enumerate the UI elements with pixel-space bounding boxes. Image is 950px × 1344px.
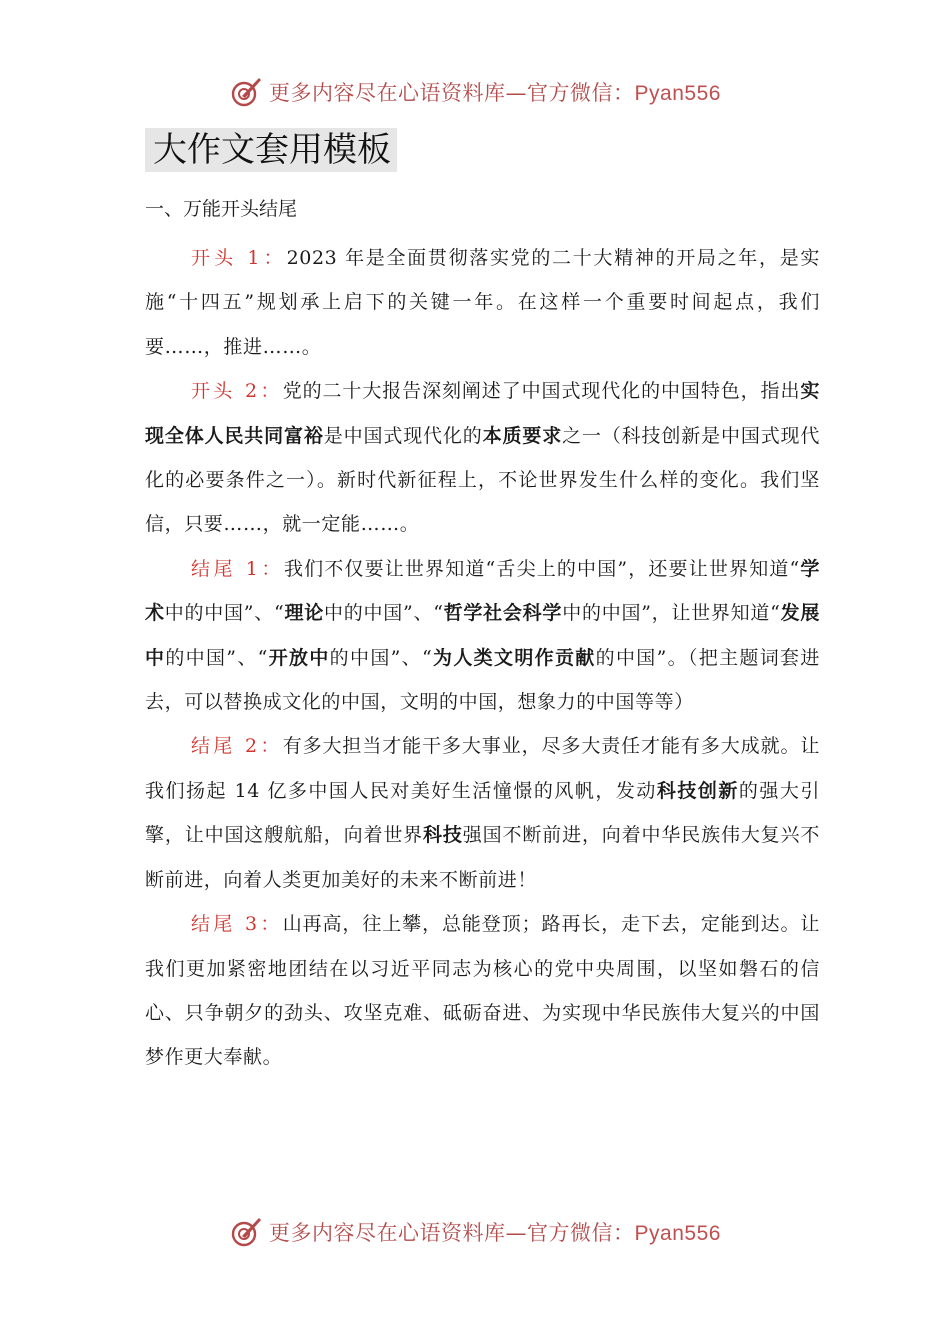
paragraph-label: 结尾 1： <box>191 557 284 580</box>
header-banner <box>0 72 950 112</box>
banner-text: 更多内容尽在心语资料库—官方微信：Pyan556 <box>269 81 721 105</box>
paragraph-opening-1: 开头 1：2023 年是全面贯彻落实党的二十大精神的开局之年，是实施“十四五”规划承上启下的关键一年。在这样一个重要时间起点，我们要……，推进……。 <box>145 247 820 358</box>
document-body <box>145 236 820 1080</box>
quill-logo-icon <box>229 1215 263 1249</box>
paragraph-label: 结尾 2： <box>191 735 283 758</box>
section-heading: 一、万能开头结尾 <box>145 198 298 220</box>
page-title: 大作文套用模板 <box>145 128 397 172</box>
paragraph-label: 开头 2： <box>191 380 283 403</box>
paragraph-ending-3: 结尾 3：山再高，往上攀，总能登顶；路再长，走下去，定能到达。让我们更加紧密地团结在以习近平同志为核心的党中央周围，以坚如磐石的信心、只争朝夕的劲头、攻坚克难、砥砺奋进、为实现中华民族伟大复兴的中国梦作更大奉献。 <box>145 913 820 1069</box>
wechat-id: Pyan556 <box>634 1222 721 1245</box>
paragraph-opening-2: 开头 2：党的二十大报告深刻阐述了中国式现代化的中国特色，指出实现全体人民共同富裕是中国式现代化的本质要求之一（科技创新是中国式现代化的必要条件之一）。新时代新征程上，不论世界发生什么样的变化。我们坚信，只要……，就一定能……。 <box>145 380 821 536</box>
footer-banner <box>0 1212 950 1252</box>
paragraph-label: 开头 1： <box>191 247 287 269</box>
wechat-id: Pyan556 <box>634 82 721 105</box>
quill-logo-icon <box>229 75 263 109</box>
banner-text: 更多内容尽在心语资料库—官方微信：Pyan556 <box>269 1221 721 1245</box>
paragraph-label: 结尾 3： <box>191 913 283 936</box>
paragraph-ending-1: 结尾 1：我们不仅要让世界知道“舌尖上的中国”，还要让世界知道“学术中的中国”、“理论中的中国”、“哲学社会科学中的中国”，让世界知道“发展中的中国”、“开放中的中国”、“为人类文明作贡献的中国”。（把主题词套进去，可以替换成文化的中国，文明的中国，想象力的中国等等） <box>145 557 820 714</box>
paragraph-ending-2: 结尾 2：有多大担当才能干多大事业，尽多大责任才能有多大成就。让我们扬起 14 亿多中国人民对美好生活憧憬的风帆，发动科技创新的强大引擎，让中国这艘航船，向着世界科技强国不断前进，向着中华民族伟大复兴不断前进，向着人类更加美好的未来不断前进！ <box>145 735 821 891</box>
